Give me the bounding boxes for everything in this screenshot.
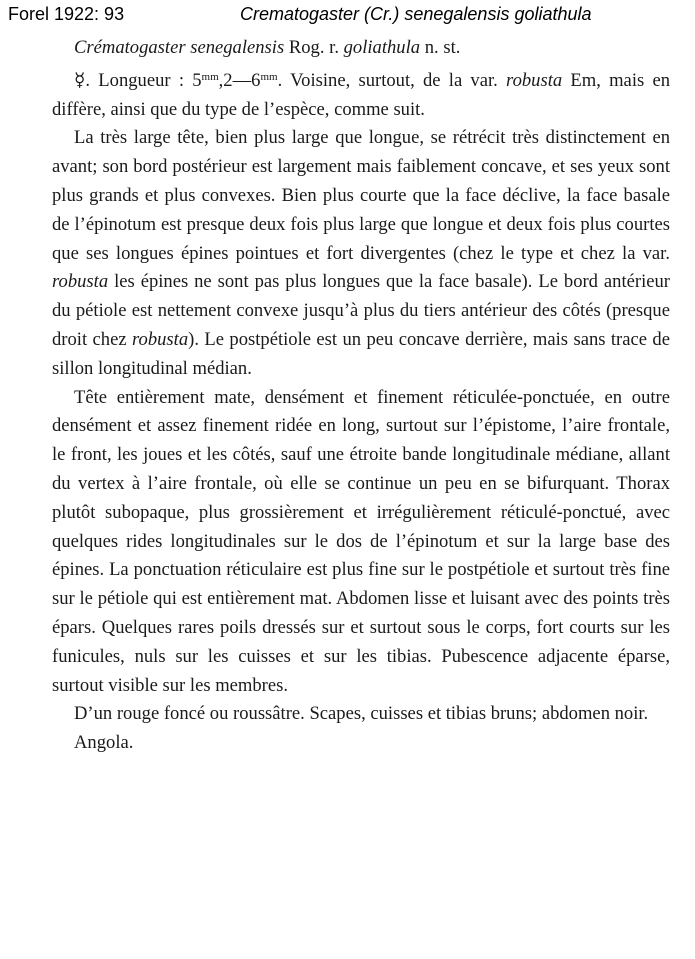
paragraph-color: D’un rouge foncé ou roussâtre. Scapes, cuisses et tibias bruns; abdomen noir. — [74, 703, 649, 725]
paragraph-measurements: ☿. Longueur : $5^{mm},2—6^{mm}$. Voisine, surtout, de la var. robusta Em, mais en diffère, ainsi que du type de l’espèce, comme suit. — [52, 69, 670, 120]
status: n. st. — [424, 37, 461, 58]
document-body — [52, 34, 670, 758]
species-title — [52, 34, 670, 63]
locality: Angola. — [74, 732, 134, 754]
author: Rog. r. — [288, 37, 339, 58]
paragraph-sculpture: Tête entièrement mate, densément et finement réticulée-ponctuée, en outre densément et assez finement ridée en long, surtout sur l’épistome, l’aire frontale, le front, les joues et les côtés, sauf une étroite bande longitudinale médiane, allant du vertex à l’aire frontale, où elle se continue un peu en se bifurquant. Thorax plutôt subopaque, plus grossièrement et irrégulièrement réticulé-ponctué, avec quelques rides longitudinales sur le dos de l’épinotum et sur la large base des épines. La ponctuation réticulaire est plus fine sur le postpétiole et surtout très fine sur le pétiole qui est entièrement mat. Abdomen lisse et luisant avec des points très épars. Quelques rares poils dressés sur et surtout sous le corps, fort courts sur les funicules, nuls sur les cuisses et sur les tibias. Pubescence adjacente éparse, surtout visible sur les membres. — [52, 386, 670, 696]
reference-label: Forel 1922: 93 — [8, 4, 125, 24]
genus-species: Crématogaster senegalensis — [74, 37, 285, 58]
paragraph-morphology: La très large tête, bien plus large que longue, se rétrécit très distinctement en avant; son bord postérieur est largement mais faiblement concave, et ses yeux sont plus grands et plus convexes. Bien plus courte que la face déclive, la face basale de l’épinotum est presque deux fois plus large que longue et deux fois plus courtes que ses longues épines pointues et fort divergentes (chez le type et chez la var. robusta les épines ne sont pas plus longues que la face basale). Le bord antérieur du pétiole est nettement convexe jusqu’à plus du tiers antérieur des côtés (presque droit chez robusta). Le postpétiole est un peu concave derrière, mais sans trace de sillon longitudinal médian. — [52, 127, 670, 379]
subspecies-name: goliathula — [343, 37, 421, 58]
page-header — [8, 4, 685, 28]
taxon-label: Crematogaster (Cr.) senegalensis goliathula — [240, 4, 592, 24]
worker-symbol: ☿ — [74, 69, 86, 91]
var-name: robusta — [506, 69, 563, 91]
